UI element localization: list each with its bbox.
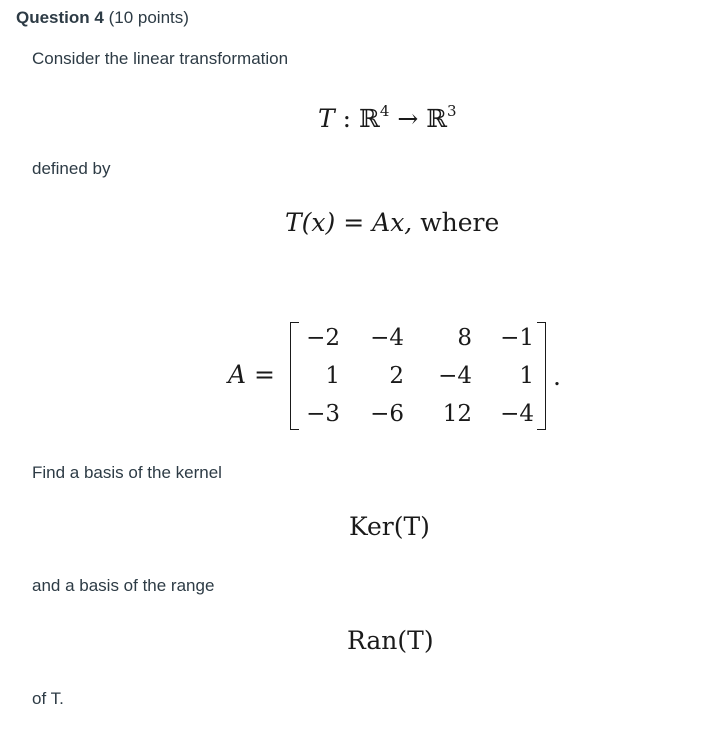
map-name: T [318,104,335,133]
definition-where: where [420,208,500,237]
and-range-text: and a basis of the range [32,576,215,595]
domain-exponent: 4 [379,102,390,120]
definition-equation [285,208,499,237]
matrix-cell: 8 [457,325,472,351]
matrix-period: . [553,362,561,391]
question-title [16,8,189,28]
question-label: Question 4 [16,8,104,27]
map-colon: : [342,104,352,133]
matrix-cell: −3 [306,401,340,427]
question-points: (10 points) [108,8,189,27]
matrix-right-bracket [537,322,546,430]
defined-by-text: defined by [32,159,111,178]
range-expression: Ran(T) [347,626,434,655]
matrix-cell: −6 [370,401,404,427]
definition-lhs: T(x) [285,208,336,237]
transformation-signature [318,102,457,133]
intro-text: Consider the linear transformation [32,49,289,68]
matrix-cell: 12 [442,401,472,427]
matrix-cell: 2 [389,363,404,389]
matrix-cell: −4 [438,363,472,389]
matrix-a [290,322,546,430]
matrix-equals: = [254,360,275,389]
domain-symbol: ℝ [359,104,380,133]
codomain-symbol: ℝ [426,104,447,133]
map-arrow: → [397,104,419,133]
matrix-cell: −4 [370,325,404,351]
kernel-expression: Ker(T) [349,512,430,541]
definition-equals: = [343,208,365,237]
matrix-cell: −2 [306,325,340,351]
matrix-cell: −1 [500,325,534,351]
find-kernel-text: Find a basis of the kernel [32,463,222,482]
matrix-cell: 1 [519,363,534,389]
of-t-text: of T. [32,689,64,708]
matrix-name: A [228,360,247,389]
definition-rhs: Ax, [372,208,413,237]
codomain-exponent: 3 [447,102,457,120]
matrix-cell: 1 [325,363,340,389]
matrix-label [228,360,275,389]
matrix-cell: −4 [500,401,534,427]
